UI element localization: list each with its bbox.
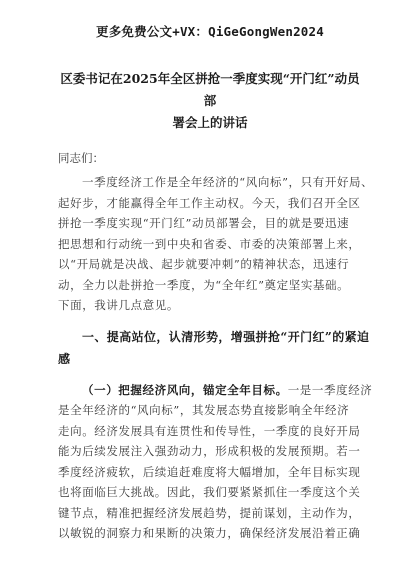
header-note: 更多免费公文+VX：QiGeGongWen2024 [96,24,324,39]
subsection-line: 季度经济疲软，后续追赶难度将大幅增加，全年目标实现 [58,464,361,479]
subsection-first-line [58,380,373,401]
subsection-line: 键节点，精准把握经济发展趋势，提前谋划，主动作为， [58,505,361,520]
subsection-line: 能为后续发展注入强劲动力，形成积极的发展预期。若一 [58,444,361,458]
subsection-heading: （一）把握经济风向，锚定全年目标。 [82,382,288,397]
subsection-line: 也将面临巨大挑战。因此，我们要紧紧抓住一季度这个关 [58,485,361,499]
intro-line: 把思想和行动统一到中央和省委、市委的决策部署上来， [58,236,361,251]
subsection-paragraph-1 [58,380,373,544]
document-title-line-2: 署会上的讲话 [172,115,248,130]
subsection-line: 走向。经济发展具有连贯性和传导性，一季度的良好开局 [58,423,361,438]
section-heading-line-2: 感 [58,351,71,366]
intro-line: 一季度经济工作是全年经济的“风向标”，只有开好局、 [82,175,374,189]
intro-line: 拼抢一季度实现“开门红”动员部署会，目的就是要迅速 [58,216,350,230]
intro-line: 下面，我讲几点意见。 [58,298,179,312]
document-title-line-1: 区委书记在2025年全区拼抢一季度实现“开门红”动员部 [60,71,360,108]
intro-line: 起好步，才能赢得全年工作主动权。今天，我们召开全区 [58,195,361,210]
salutation: 同志们： [58,151,104,165]
subsection-line: 以敏锐的洞察力和果断的决策力，确保经济发展沿着正确 [58,526,361,540]
section-heading-1 [58,326,370,370]
subsection-first-line-text: 一是一季度经济 [287,382,373,397]
intro-line: 动，全力以赴拼抢一季度，为“全年红”奠定坚实基础。 [58,277,350,292]
intro-paragraph [58,172,374,316]
subsection-line: 是全年经济的“风向标”，其发展态势直接影响全年经济 [58,403,350,417]
section-heading-line-1: 一、提高站位，认清形势，增强拼抢“开门红”的紧迫 [82,329,370,344]
intro-line: 以“开局就是决战、起步就要冲刺”的精神状态，迅速行 [58,257,350,271]
document-title [58,68,362,134]
